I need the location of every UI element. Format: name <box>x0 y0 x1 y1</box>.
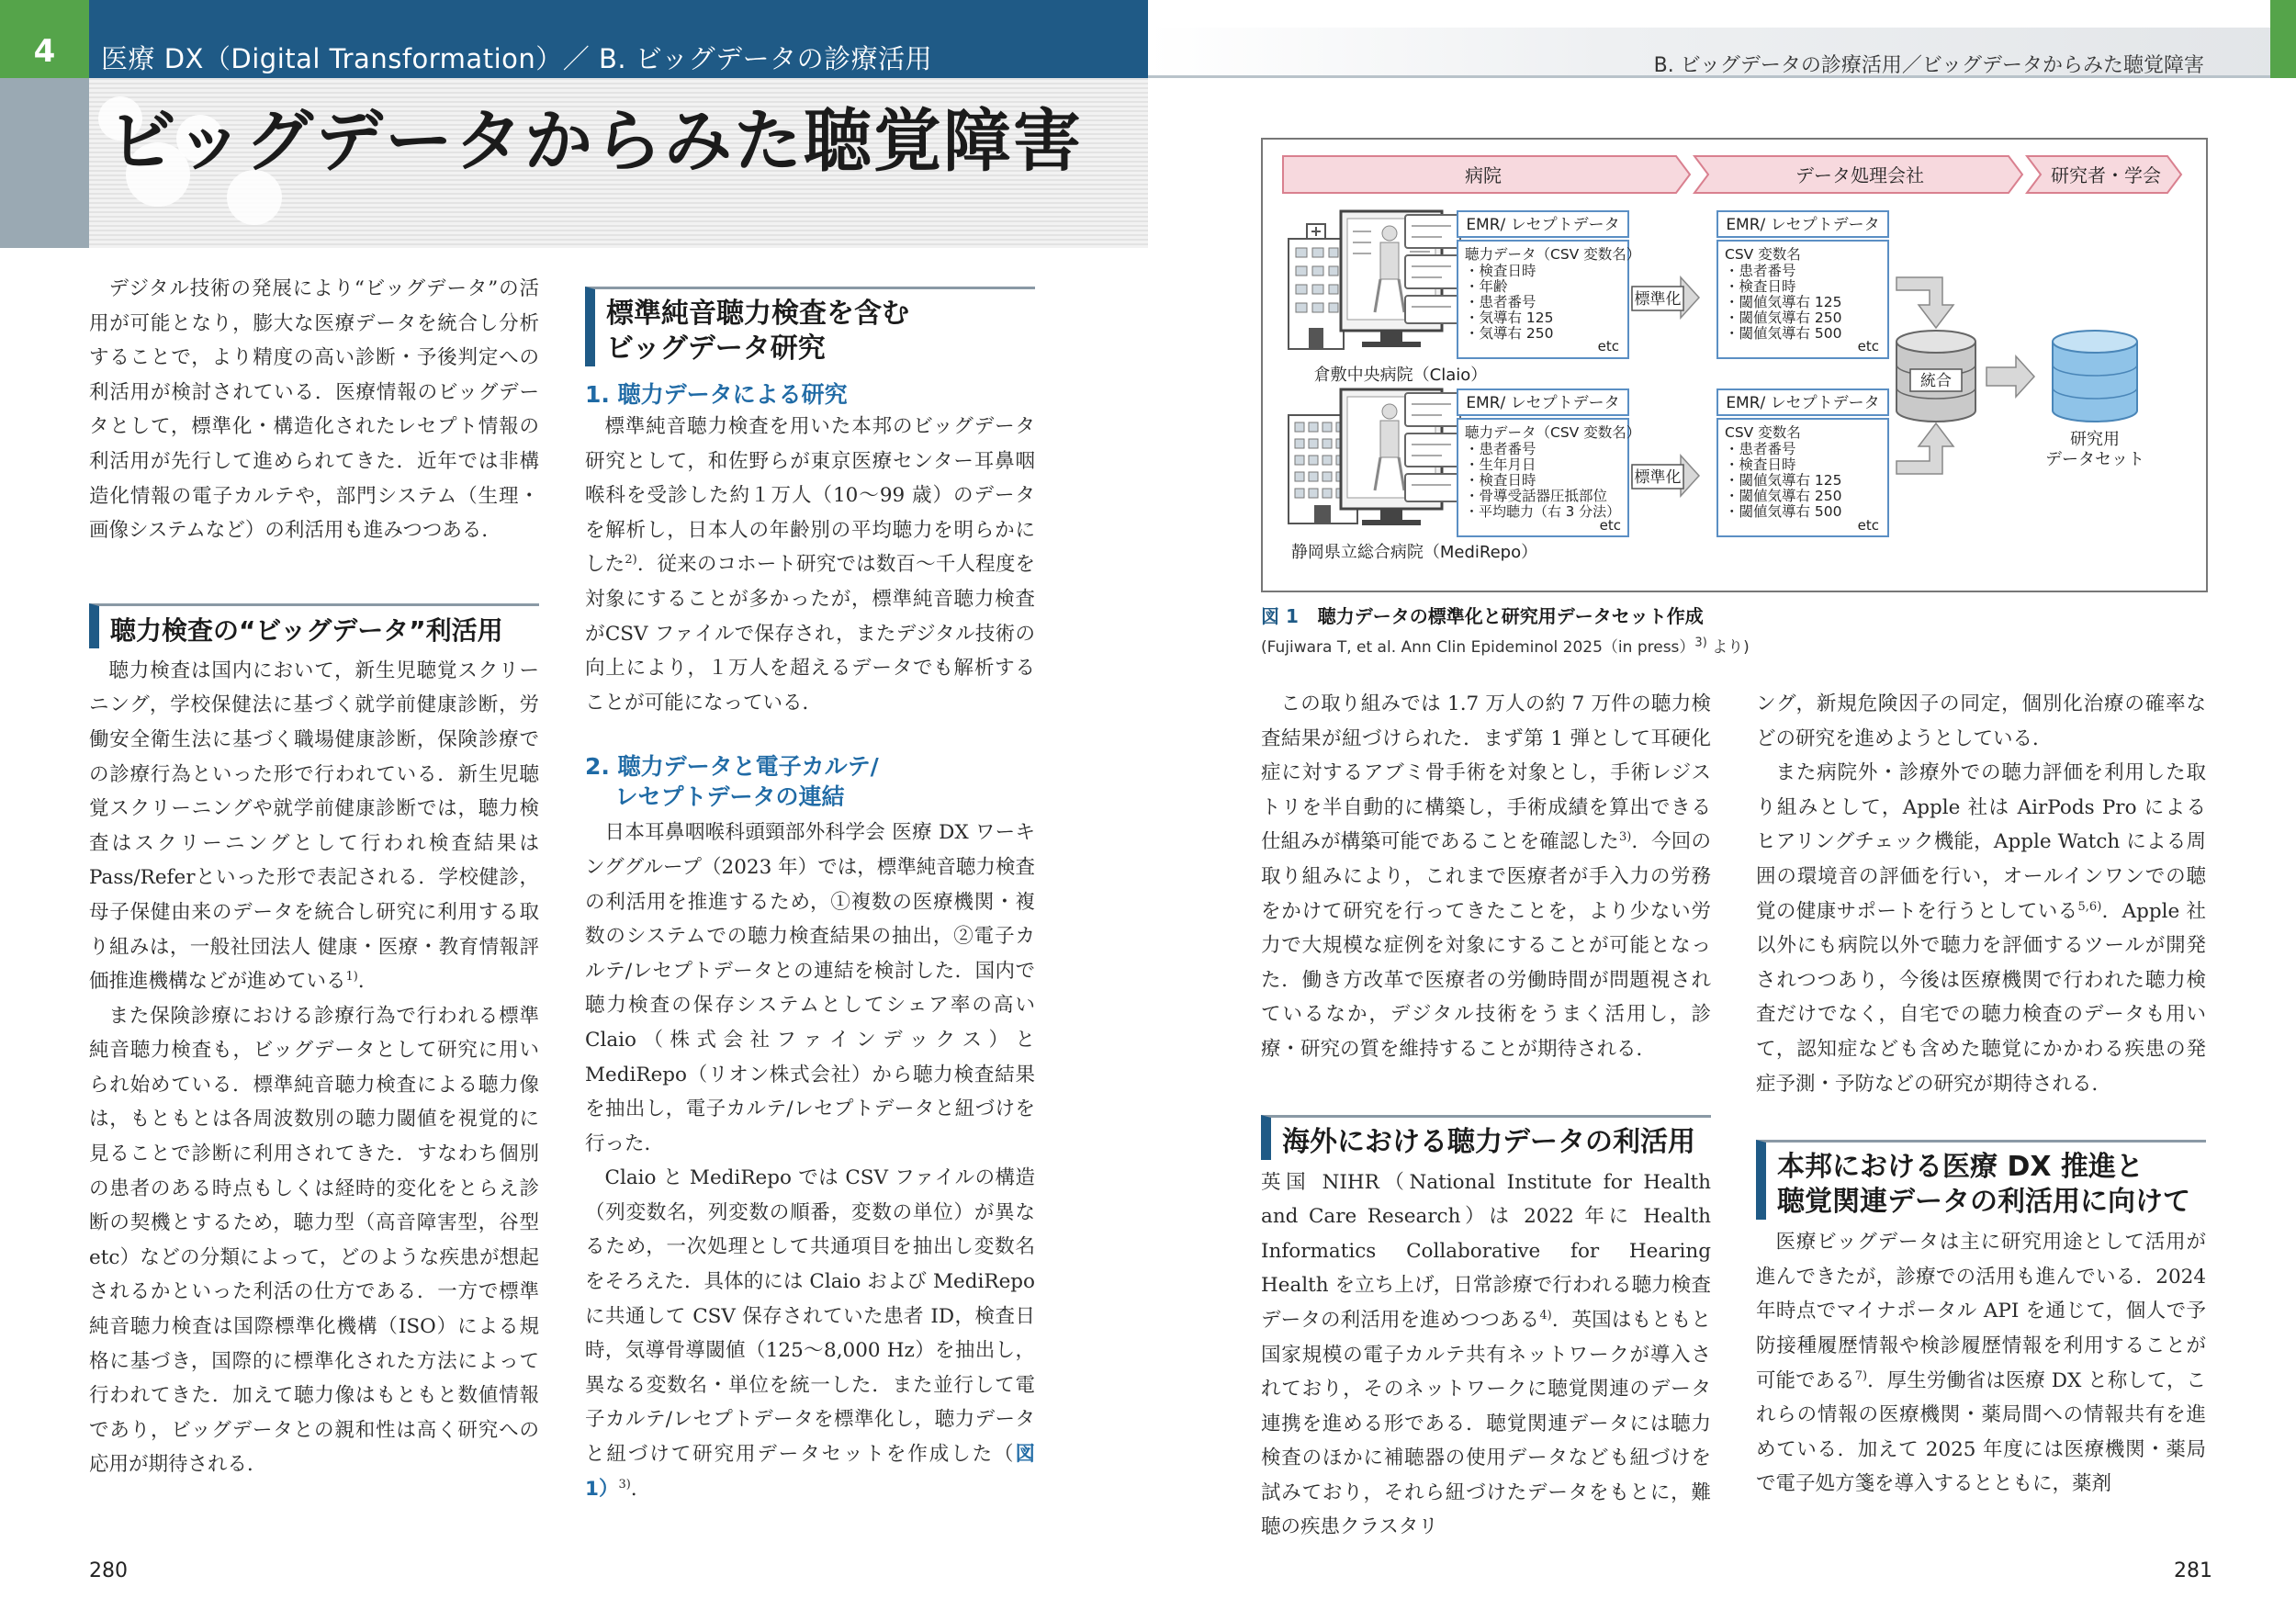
reference-marker: 3) <box>1618 830 1632 845</box>
caption-text: 聴力データの標準化と研究用データセット作成 <box>1317 605 1704 627</box>
body-paragraph: また病院外・診療外での聴力評価を利用した取り組みとして，Apple 社は AirPods Pro によるヒアリングチェック機能，Apple Watch による周囲の環境音の評価を行い，オールインワンでの聴覚の健康サポートを行うとしている$^{5,6)}$．Apple 社以外にも病院以外で聴力を評価するツールが開発されつつあり，今後は医療機関で行われた聴力検査だけでなく，自宅での聴力検査のデータも用いて，認知症なども含めた聴覚にかかわる疾患の発症予測・予防などの研究が期待される． <box>1756 761 2206 1096</box>
merge-arrow-bottom <box>1896 423 1953 474</box>
chapter-title: 医療 DX（Digital Transformation）／ B. ビッグデータの診療活用 <box>101 43 933 74</box>
hospital1-csv-box <box>1458 241 1640 358</box>
reference-marker: 4) <box>1539 1308 1552 1323</box>
svg-text:・検査日時: ・検査日時 <box>1725 456 1796 473</box>
stage-label-researcher: 研究者・学会 <box>2051 164 2161 186</box>
page-number-right: 281 <box>2174 1559 2212 1582</box>
left-column-1 <box>89 272 539 1482</box>
svg-text:標準化: 標準化 <box>1634 468 1682 487</box>
body-paragraph: ング，新規危険因子の同定，個別化治療の確率などの研究を進めようとしている． <box>1756 692 2206 750</box>
chapter-number: 4 <box>0 0 89 78</box>
figure-diagram <box>1263 140 2206 591</box>
svg-text:・閾値気導右 125: ・閾値気導右 125 <box>1725 472 1842 489</box>
emr-label-box <box>1458 389 1628 415</box>
svg-text:・閾値気導右 500: ・閾値気導右 500 <box>1725 325 1842 342</box>
intro-paragraph: デジタル技術の発展により“ビッグデータ”の活用が可能となり，膨大な医療データを統合し分析することで，より精度の高い診断・予後判定への利活用が検討されている．医療情報のビッグデータとして，標準化・構造化されたレセプト情報の利活用が先行して進められてきた．近年では非構造化情報の電子カルテや，部門システム（生理・画像システムなど）の利活用も進みつつある． <box>89 277 539 543</box>
subheading-hearing-data-research: 1. 聴力データによる研究 <box>585 381 848 408</box>
svg-text:EMR/ レセプトデータ: EMR/ レセプトデータ <box>1726 216 1880 234</box>
section-heading-japan-dx: 本邦における医療 DX 推進と 聴覚関連データの利活用に向けて <box>1756 1140 2206 1220</box>
stage-label-hospital: 病院 <box>1465 164 1502 186</box>
merge-arrow-top <box>1896 277 1953 328</box>
svg-text:・平均聴力（右 3 分法）: ・平均聴力（右 3 分法） <box>1465 503 1621 520</box>
page-corner-tab <box>2270 0 2296 78</box>
figure-1 <box>1261 138 2208 592</box>
svg-text:etc: etc <box>1599 517 1621 534</box>
right-column-1 <box>1261 687 1711 1545</box>
svg-text:EMR/ レセプトデータ: EMR/ レセプトデータ <box>1466 216 1620 234</box>
section-heading-overseas: 海外における聴力データの利活用 <box>1261 1115 1711 1160</box>
hospital-building-icon <box>1289 224 1344 349</box>
svg-text:EMR/ レセプトデータ: EMR/ レセプトデータ <box>1466 394 1620 412</box>
svg-text:聴力データ（CSV 変数名）: 聴力データ（CSV 変数名） <box>1465 246 1641 263</box>
svg-text:聴力データ（CSV 変数名）: 聴力データ（CSV 変数名） <box>1465 424 1641 441</box>
emr-label-box <box>1458 211 1628 237</box>
body-paragraph: 日本耳鼻咽喉科頭頸部外科学会 医療 DX ワーキンググループ（2023 年）では，標準純音聴力検査の利活用を推進するため，①複数の医療機関・複数のシステムでの聴力検査結果の抽出，②電子カルテ/レセプトデータとの連結を検討した．国内で聴力検査の保存システムとしてシェア率の高い Claio（株式会社ファインデックス）と MediRepo（リオン株式会社）から聴力検査結果を抽出し，電子カルテ/レセプトデータと紐づけを行った． <box>585 821 1035 1155</box>
svg-text:・骨導受話器圧抵部位: ・骨導受話器圧抵部位 <box>1465 488 1608 504</box>
svg-text:CSV 変数名: CSV 変数名 <box>1725 246 1801 263</box>
svg-text:・閾値気導右 500: ・閾値気導右 500 <box>1725 503 1842 520</box>
svg-text:etc: etc <box>1857 517 1879 534</box>
document-stack-icon <box>1405 215 1460 323</box>
stage-arrow-processor <box>1694 156 2022 193</box>
hospital2-csv-box <box>1458 419 1640 536</box>
svg-text:・検査日時: ・検査日時 <box>1465 472 1536 489</box>
svg-text:・患者番号: ・患者番号 <box>1725 263 1796 279</box>
stage-arrow-hospital <box>1283 156 1690 193</box>
section-heading-hearing-bigdata: 聴力検査の“ビッグデータ”利活用 <box>89 603 539 648</box>
svg-text:・患者番号: ・患者番号 <box>1465 441 1536 457</box>
standardize-arrow-1 <box>1632 277 1699 318</box>
svg-text:EMR/ レセプトデータ: EMR/ レセプトデータ <box>1726 394 1880 412</box>
body-paragraph: また保険診療における診療行為で行われる標準純音聴力検査も，ビッグデータとして研究に用いられ始めている．標準純音聴力検査による聴力像は，もともとは各周波数別の聴力閾値を視覚的に見ることで診断に利用されてきた．すなわち個別の患者のある時点もしくは経時的変化をとらえ診断の契機とするため，聴力型（高音障害型，谷型etc）などの分類によって，どのような疾患が想起されるかといった利活の仕方である．一方で標準純音聴力検査は国際標準化機構（ISO）による規格に基づき，国際的に標準化された方法によって行われてきた．加えて聴力像はもともと数値情報であり，ビッグデータとの親和性は高く研究への応用が期待される． <box>89 1004 539 1477</box>
subheading-data-linkage: 2. 聴力データと電子カルテ/ レセプトデータの連結 <box>585 753 879 811</box>
hospital2-name: 静岡県立総合病院（MediRepo） <box>1290 543 1538 562</box>
svg-text:・患者番号: ・患者番号 <box>1725 441 1796 457</box>
body-paragraph: 聴力検査は国内において，新生児聴覚スクリーニング，学校保健法に基づく就学前健康診断，労働安全衛生法に基づく職場健康診断，保険診療での診療行為といった形で行われている．新生児聴覚スクリーニングや就学前健康診断では，聴力検査はスクリーニングとして行われ検査結果はPass/Referといった形で表記される．学校健診，母子保健由来のデータを統合し研究に利用する取り組みは，一般社団法人 健康・医療・教育情報評価推進機構などが進めている$^{1)}$． <box>89 659 539 994</box>
output-arrow <box>1986 356 2034 397</box>
body-paragraph: 標準純音聴力検査を用いた本邦のビッグデータ研究として，和佐野らが東京医療センター耳鼻咽喉科を受診した約１万人（10～99 歳）のデータを解析し，日本人の年齢別の平均聴力を明らかにした$^{2)}$．従来のコホート研究では数百～千人程度を対象にすることが多かったが，標準純音聴力検査がCSV ファイルで保存され，またデジタル技術の向上により，１万人を超えるデータでも解析することが可能になっている． <box>585 415 1035 715</box>
svg-text:・生年月日: ・生年月日 <box>1465 456 1536 473</box>
body-paragraph: この取り組みでは 1.7 万人の約 7 万件の聴力検査結果が紐づけられた．まず第 1 弾として耳硬化症に対するアブミ骨手術を対象とし，手術レジストリを半自動的に構築し，手術成績を算出できる仕組みが構築可能であることを確認した$^{3)}$．今回の取り組みにより，これまで医療者が手入力の労務をかけて研究を行ってきたことを，より少ない労力で大規模な症例を対象にすることが可能となった．働き方改革で医療者の労働時間が問題視されているなか，デジタル技術をうまく活用し，診療・研究の質を維持することが期待される． <box>1261 692 1711 1061</box>
reference-marker: 2) <box>625 553 637 568</box>
svg-text:CSV 変数名: CSV 変数名 <box>1725 424 1801 441</box>
reference-marker: 5,6) <box>2077 899 2102 914</box>
body-paragraph: 英国 NIHR（National Institute for Health and Care Research）は 2022 年に Health Informatics Collaborative for Hearing Health を立ち上げ，日常診療で行われる聴力検査データの利活用を進めつつある$^{4)}$．英国はもともと国家規模の電子カルテ共有ネットワークが導入されており，そのネットワークに聴覚関連のデータ連携を進める形である．聴覚関連データには聴力検査のほかに補聴器の使用データなども紐づけを試みており，それら紐づけたデータをもとに，難聴の疾患クラスタリ <box>1261 1170 1711 1539</box>
page-number-left: 280 <box>89 1559 128 1582</box>
body-paragraph: 医療ビッグデータは主に研究用途として活用が進んできたが，診療での活用も進んでいる．2024 年時点でマイナポータル API を通じて，個人で予防接種履歴情報や検診履歴情報を利用することが可能である$^{7)}$．厚生労働省は医療 DX と称して，これらの情報の医療機関・薬局間への情報共有を進めている．加えて 2025 年度には医療機関・薬局で電子処方箋を導入するとともに，薬剤 <box>1756 1231 2206 1496</box>
svg-text:標準化: 標準化 <box>1634 290 1682 309</box>
dataset-label: データセット <box>2045 450 2144 469</box>
svg-text:・検査日時: ・検査日時 <box>1465 263 1536 279</box>
figure-caption <box>1261 602 2216 657</box>
svg-text:etc: etc <box>1597 338 1619 355</box>
section-heading-bigdata-research: 標準純音聴力検査を含む ビッグデータ研究 <box>585 287 1035 366</box>
caption-source: (Fujiwara T, et al. Ann Clin Epideminol 2025（in press）$^{3)}$ より) <box>1261 636 1750 657</box>
right-column-2 <box>1756 687 2206 1502</box>
reference-marker: 1) <box>345 969 358 984</box>
processed-csv-box-1 <box>1717 241 1888 358</box>
svg-text:・気導右 125: ・気導右 125 <box>1465 310 1554 326</box>
reference-marker: 7) <box>1854 1368 1868 1383</box>
left-column-2 <box>585 287 1035 1506</box>
dataset-label: 研究用 <box>2070 430 2120 449</box>
processed-emr-label-box-1 <box>1717 211 1888 237</box>
svg-text:・気導右 250: ・気導右 250 <box>1465 325 1554 342</box>
processed-emr-label-box-2 <box>1717 389 1888 415</box>
research-dataset-database-icon <box>2053 331 2137 422</box>
integration-database-icon <box>1896 331 1975 422</box>
page-title: ビッグデータからみた聴覚障害 <box>108 102 1084 181</box>
svg-text:・閾値気導右 125: ・閾値気導右 125 <box>1725 294 1842 310</box>
figure-reference-link[interactable]: 図 1 <box>585 1443 1035 1501</box>
side-tab <box>0 78 89 248</box>
hospital1-name: 倉敷中央病院（Claio） <box>1313 366 1488 385</box>
stage-label-processor: データ処理会社 <box>1795 164 1924 186</box>
svg-text:・患者番号: ・患者番号 <box>1465 294 1536 310</box>
running-head: B. ビッグデータの診療活用／ビッグデータからみた聴覚障害 <box>1653 54 2204 77</box>
body-paragraph: Claio と MediRepo では CSV ファイルの構造（列変数名，列変数の順番，変数の単位）が異なるため，一次処理として共通項目を抽出し変数名をそろえた．具体的には Claio および MediRepo に共通して CSV 保存されていた患者 ID，検査日時，気導骨導閾値（125～8,000 Hz）を抽出し，異なる変数名・単位を統一した．また並行して電子カルテ/レセプトデータを標準化し，聴力データと紐づけて研究用データセットを作成した（図 1）$^{3)}$． <box>585 1166 1035 1501</box>
reference-marker: 3) <box>618 1477 631 1492</box>
document-stack-icon <box>1405 393 1460 501</box>
svg-text:・閾値気導右 250: ・閾値気導右 250 <box>1725 488 1842 504</box>
svg-text:・年齢: ・年齢 <box>1465 278 1508 295</box>
svg-text:統合: 統合 <box>1920 372 1952 390</box>
standardize-arrow-2 <box>1632 456 1699 496</box>
svg-text:・検査日時: ・検査日時 <box>1725 278 1796 295</box>
caption-label: 図 1 <box>1261 605 1299 627</box>
svg-text:etc: etc <box>1857 338 1879 355</box>
svg-text:・閾値気導右 250: ・閾値気導右 250 <box>1725 310 1842 326</box>
stage-arrow-researcher <box>2027 156 2181 193</box>
processed-csv-box-2 <box>1717 419 1888 536</box>
